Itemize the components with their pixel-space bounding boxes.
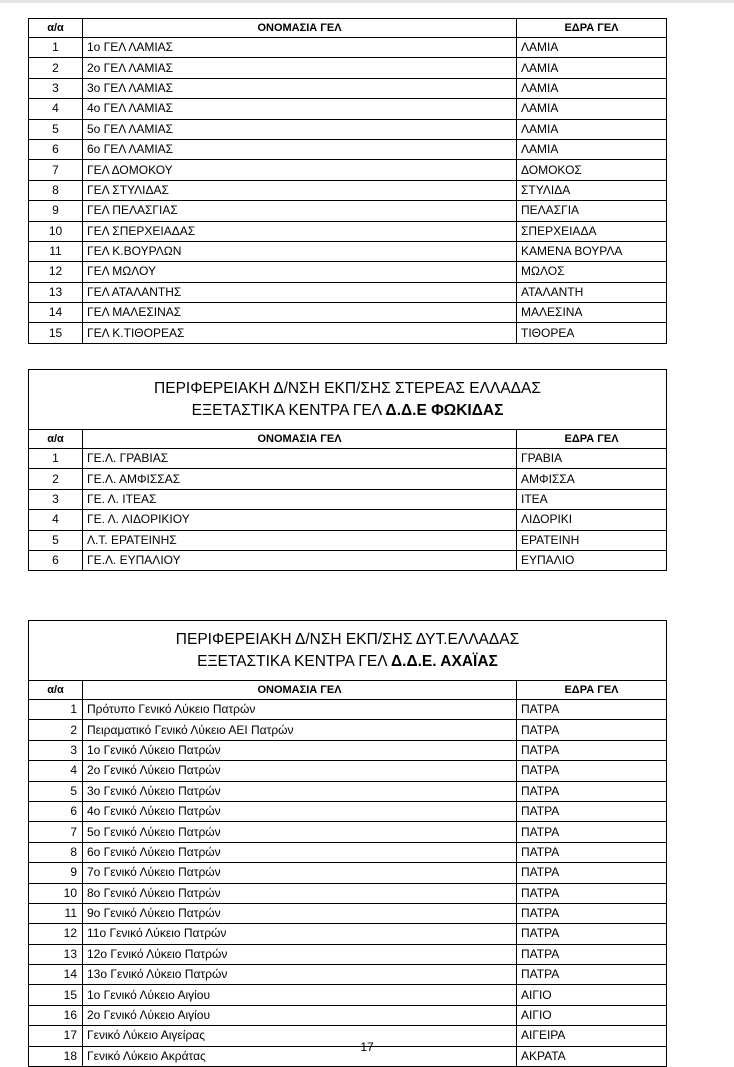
table-row — [29, 449, 667, 469]
title-directorate: Δ.Δ.Ε. ΑΧΑΪΑΣ — [391, 653, 498, 670]
table-row — [29, 720, 667, 740]
school-name: 3ο Γενικό Λύκειο Πατρών — [83, 781, 517, 801]
school-name: ΓΕΛ ΠΕΛΑΣΓΙΑΣ — [83, 201, 517, 221]
school-name: Πρότυπο Γενικό Λύκειο Πατρών — [83, 700, 517, 720]
school-seat: ΜΑΛΕΣΙΝΑ — [517, 303, 667, 323]
school-seat: ΑΤΑΛΑΝΤΗ — [517, 282, 667, 302]
table-title-row — [29, 370, 667, 430]
row-number: 4 — [29, 761, 83, 781]
school-name: 13ο Γενικό Λύκειο Πατρών — [83, 965, 517, 985]
row-number: 4 — [29, 99, 83, 119]
school-name: ΓΕ. Λ. ΛΙΔΟΡΙΚΙΟΥ — [83, 510, 517, 530]
table-header-row — [29, 19, 667, 38]
school-name: 1ο Γενικό Λύκειο Αιγίου — [83, 985, 517, 1005]
row-number: 3 — [29, 489, 83, 509]
school-seat: ΣΤΥΛΙΔΑ — [517, 180, 667, 200]
table-row — [29, 489, 667, 509]
header-aa: α/α — [29, 681, 83, 700]
school-seat: ΛΑΜΙΑ — [517, 38, 667, 58]
header-school-name: ΟΝΟΜΑΣΙΑ ΓΕΛ — [83, 681, 517, 700]
row-number: 15 — [29, 323, 83, 343]
table-title-row — [29, 621, 667, 681]
header-aa: α/α — [29, 19, 83, 38]
row-number: 8 — [29, 180, 83, 200]
school-name: ΓΕ.Λ. ΕΥΠΑΛΙΟΥ — [83, 550, 517, 570]
table-header-row — [29, 430, 667, 449]
school-seat: ΠΑΤΡΑ — [517, 801, 667, 821]
school-seat: ΜΩΛΟΣ — [517, 262, 667, 282]
school-name: 2ο ΓΕΛ ΛΑΜΙΑΣ — [83, 58, 517, 78]
row-number: 9 — [29, 201, 83, 221]
school-seat: ΠΑΤΡΑ — [517, 924, 667, 944]
table-row — [29, 822, 667, 842]
table-title-line2 — [29, 400, 666, 422]
table-row — [29, 99, 667, 119]
table-row — [29, 842, 667, 862]
school-seat: ΠΑΤΡΑ — [517, 863, 667, 883]
school-seat: ΛΑΜΙΑ — [517, 99, 667, 119]
table-row — [29, 944, 667, 964]
school-seat: ΛΙΔΟΡΙΚΙ — [517, 510, 667, 530]
row-number: 10 — [29, 221, 83, 241]
school-name: Λ.Τ. ΕΡΑΤΕΙΝΗΣ — [83, 530, 517, 550]
table-row — [29, 180, 667, 200]
school-seat: ΑΜΦΙΣΣΑ — [517, 469, 667, 489]
header-school-seat: ΕΔΡΑ ΓΕΛ — [517, 19, 667, 38]
row-number: 3 — [29, 740, 83, 760]
row-number: 7 — [29, 822, 83, 842]
school-name: 5ο ΓΕΛ ΛΑΜΙΑΣ — [83, 119, 517, 139]
schools-table-fthiotida — [28, 18, 667, 344]
school-name: ΓΕ. Λ. ΙΤΕΑΣ — [83, 489, 517, 509]
school-seat: ΣΠΕΡΧΕΙΑΔΑ — [517, 221, 667, 241]
school-name: ΓΕ.Λ. ΓΡΑΒΙΑΣ — [83, 449, 517, 469]
row-number: 11 — [29, 241, 83, 261]
table-row — [29, 78, 667, 98]
school-seat: ΠΑΤΡΑ — [517, 700, 667, 720]
row-number: 1 — [29, 700, 83, 720]
school-seat: ΠΑΤΡΑ — [517, 903, 667, 923]
row-number: 17 — [29, 1026, 83, 1046]
header-aa: α/α — [29, 430, 83, 449]
title-prefix: ΕΞΕΤΑΣΤΙΚΑ ΚΕΝΤΡΑ ΓΕΛ — [191, 402, 386, 419]
table-row — [29, 119, 667, 139]
school-name: Πειραματικό Γενικό Λύκειο ΑΕΙ Πατρών — [83, 720, 517, 740]
table-row — [29, 1005, 667, 1025]
row-number: 8 — [29, 842, 83, 862]
table-row — [29, 965, 667, 985]
school-name: 6ο ΓΕΛ ΛΑΜΙΑΣ — [83, 139, 517, 159]
row-number: 10 — [29, 883, 83, 903]
row-number: 2 — [29, 469, 83, 489]
schools-table-achaia — [28, 620, 667, 1067]
header-school-seat: ΕΔΡΑ ΓΕΛ — [517, 681, 667, 700]
school-seat: ΠΑΤΡΑ — [517, 822, 667, 842]
table-row — [29, 985, 667, 1005]
school-name: 5ο Γενικό Λύκειο Πατρών — [83, 822, 517, 842]
table-row — [29, 221, 667, 241]
table-row — [29, 761, 667, 781]
school-seat: ΛΑΜΙΑ — [517, 139, 667, 159]
table-row — [29, 530, 667, 550]
header-school-name: ΟΝΟΜΑΣΙΑ ΓΕΛ — [83, 430, 517, 449]
school-name: 11ο Γενικό Λύκειο Πατρών — [83, 924, 517, 944]
school-name: ΓΕΛ Κ.ΤΙΘΟΡΕΑΣ — [83, 323, 517, 343]
school-name: 3ο ΓΕΛ ΛΑΜΙΑΣ — [83, 78, 517, 98]
row-number: 5 — [29, 781, 83, 801]
title-prefix: ΕΞΕΤΑΣΤΙΚΑ ΚΕΝΤΡΑ ΓΕΛ — [197, 653, 392, 670]
table-row — [29, 241, 667, 261]
school-name: 8ο Γενικό Λύκειο Πατρών — [83, 883, 517, 903]
school-seat: ΠΑΤΡΑ — [517, 781, 667, 801]
school-name: ΓΕΛ ΣΠΕΡΧΕΙΑΔΑΣ — [83, 221, 517, 241]
table-row — [29, 469, 667, 489]
table-row — [29, 38, 667, 58]
school-name: 6ο Γενικό Λύκειο Πατρών — [83, 842, 517, 862]
table-row — [29, 282, 667, 302]
school-seat: ΑΙΓΕΙΡΑ — [517, 1026, 667, 1046]
school-seat: ΠΑΤΡΑ — [517, 842, 667, 862]
school-name: 9ο Γενικό Λύκειο Πατρών — [83, 903, 517, 923]
row-number: 16 — [29, 1005, 83, 1025]
row-number: 1 — [29, 449, 83, 469]
school-seat: ΠΑΤΡΑ — [517, 883, 667, 903]
school-seat: ΠΑΤΡΑ — [517, 965, 667, 985]
school-seat: ΠΑΤΡΑ — [517, 944, 667, 964]
school-seat: ΠΑΤΡΑ — [517, 761, 667, 781]
title-directorate: Δ.Δ.Ε ΦΩΚΙΔΑΣ — [385, 402, 504, 419]
header-school-name: ΟΝΟΜΑΣΙΑ ΓΕΛ — [83, 19, 517, 38]
row-number: 12 — [29, 924, 83, 944]
row-number: 5 — [29, 530, 83, 550]
table-row — [29, 903, 667, 923]
row-number: 18 — [29, 1046, 83, 1066]
row-number: 12 — [29, 262, 83, 282]
school-seat: ΑΙΓΙΟ — [517, 1005, 667, 1025]
school-seat: ΠΕΛΑΣΓΙΑ — [517, 201, 667, 221]
header-school-seat: ΕΔΡΑ ΓΕΛ — [517, 430, 667, 449]
table-row — [29, 801, 667, 821]
school-seat: ΠΑΤΡΑ — [517, 740, 667, 760]
table-row — [29, 863, 667, 883]
school-name: ΓΕΛ Κ.ΒΟΥΡΛΩΝ — [83, 241, 517, 261]
row-number: 14 — [29, 965, 83, 985]
school-seat: ΚΑΜΕΝΑ ΒΟΥΡΛΑ — [517, 241, 667, 261]
row-number: 11 — [29, 903, 83, 923]
school-name: Γενικό Λύκειο Ακράτας — [83, 1046, 517, 1066]
row-number: 6 — [29, 801, 83, 821]
school-name: 12ο Γενικό Λύκειο Πατρών — [83, 944, 517, 964]
school-seat: ΤΙΘΟΡΕΑ — [517, 323, 667, 343]
table-row — [29, 781, 667, 801]
top-scan-edge — [0, 0, 734, 3]
table-title-line1: ΠΕΡΙΦΕΡΕΙΑΚΗ Δ/ΝΣΗ ΕΚΠ/ΣΗΣ ΔΥΤ.ΕΛΛΑΔΑΣ — [175, 631, 520, 648]
row-number: 6 — [29, 139, 83, 159]
school-name: ΓΕΛ ΔΟΜΟΚΟΥ — [83, 160, 517, 180]
row-number: 5 — [29, 119, 83, 139]
school-seat: ΕΥΠΑΛΙΟ — [517, 550, 667, 570]
table-row — [29, 303, 667, 323]
school-name: 1ο ΓΕΛ ΛΑΜΙΑΣ — [83, 38, 517, 58]
school-name: 1ο Γενικό Λύκειο Πατρών — [83, 740, 517, 760]
school-name: Γενικό Λύκειο Αιγείρας — [83, 1026, 517, 1046]
school-seat: ΛΑΜΙΑ — [517, 119, 667, 139]
row-number: 14 — [29, 303, 83, 323]
row-number: 1 — [29, 38, 83, 58]
table-row — [29, 323, 667, 343]
table-row — [29, 160, 667, 180]
table-row — [29, 58, 667, 78]
table-header-row — [29, 681, 667, 700]
row-number: 3 — [29, 78, 83, 98]
school-seat: ΔΟΜΟΚΟΣ — [517, 160, 667, 180]
table-row — [29, 201, 667, 221]
school-name: 2ο Γενικό Λύκειο Πατρών — [83, 761, 517, 781]
school-seat: ΙΤΕΑ — [517, 489, 667, 509]
table-title — [29, 621, 667, 681]
row-number: 4 — [29, 510, 83, 530]
table-row — [29, 262, 667, 282]
school-name: 4ο ΓΕΛ ΛΑΜΙΑΣ — [83, 99, 517, 119]
table-title — [29, 370, 667, 430]
school-name: ΓΕΛ ΜΩΛΟΥ — [83, 262, 517, 282]
school-name: ΓΕ.Λ. ΑΜΦΙΣΣΑΣ — [83, 469, 517, 489]
table-row — [29, 510, 667, 530]
row-number: 13 — [29, 282, 83, 302]
school-name: ΓΕΛ ΜΑΛΕΣΙΝΑΣ — [83, 303, 517, 323]
school-name: 2ο Γενικό Λύκειο Αιγίου — [83, 1005, 517, 1025]
page-number: 17 — [360, 1040, 374, 1054]
table-title-line2 — [29, 651, 666, 673]
school-name: 7ο Γενικό Λύκειο Πατρών — [83, 863, 517, 883]
table-row — [29, 740, 667, 760]
school-seat: ΛΑΜΙΑ — [517, 78, 667, 98]
table-row — [29, 924, 667, 944]
school-seat: ΓΡΑΒΙΑ — [517, 449, 667, 469]
school-seat: ΑΙΓΙΟ — [517, 985, 667, 1005]
table-row — [29, 139, 667, 159]
school-seat: ΛΑΜΙΑ — [517, 58, 667, 78]
table-row — [29, 550, 667, 570]
row-number: 2 — [29, 720, 83, 740]
row-number: 9 — [29, 863, 83, 883]
school-seat: ΑΚΡΑΤΑ — [517, 1046, 667, 1066]
row-number: 15 — [29, 985, 83, 1005]
school-seat: ΕΡΑΤΕΙΝΗ — [517, 530, 667, 550]
school-name: 4ο Γενικό Λύκειο Πατρών — [83, 801, 517, 821]
school-name: ΓΕΛ ΑΤΑΛΑΝΤΗΣ — [83, 282, 517, 302]
school-name: ΓΕΛ ΣΤΥΛΙΔΑΣ — [83, 180, 517, 200]
row-number: 7 — [29, 160, 83, 180]
row-number: 13 — [29, 944, 83, 964]
table-row — [29, 700, 667, 720]
row-number: 2 — [29, 58, 83, 78]
school-seat: ΠΑΤΡΑ — [517, 720, 667, 740]
schools-table-fokida — [28, 369, 667, 571]
table-title-line1: ΠΕΡΙΦΕΡΕΙΑΚΗ Δ/ΝΣΗ ΕΚΠ/ΣΗΣ ΣΤΕΡΕΑΣ ΕΛΛΑΔΑΣ — [154, 380, 541, 397]
table-row — [29, 883, 667, 903]
row-number: 6 — [29, 550, 83, 570]
